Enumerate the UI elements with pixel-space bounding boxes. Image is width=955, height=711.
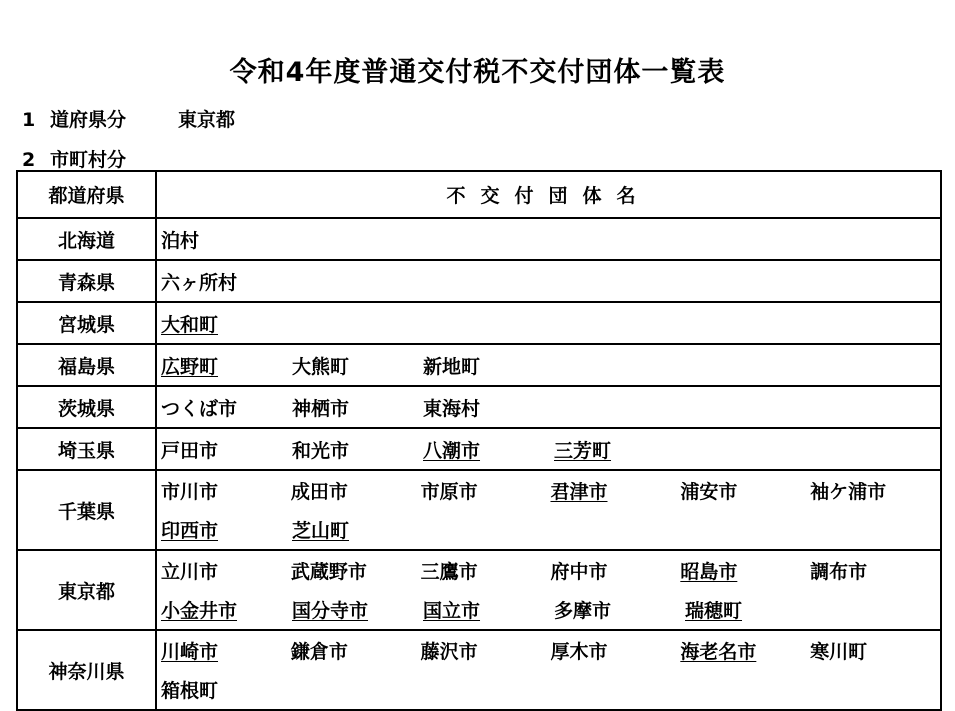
entity-line <box>161 510 940 549</box>
entity-name-underlined: 小金井市 <box>161 600 238 622</box>
entity-name: 武蔵野市 <box>290 561 367 583</box>
table-row <box>17 302 941 344</box>
entity-name-underlined: 印西市 <box>161 520 219 542</box>
entity-name: 泊村 <box>161 229 200 252</box>
entity-name: 箱根町 <box>161 680 219 702</box>
entity-name: 藤沢市 <box>420 641 478 663</box>
entity-line <box>161 670 940 709</box>
table-row <box>17 470 941 550</box>
entity-name-underlined: 瑞穂町 <box>685 600 743 622</box>
entity-line <box>161 303 940 343</box>
entity-name: 寒川町 <box>810 641 868 663</box>
column-header-entity-names: 不交付団体名 <box>156 171 941 218</box>
entity-name: 大熊町 <box>292 355 350 378</box>
entity-name: 袖ケ浦市 <box>810 481 887 503</box>
entity-name: 市原市 <box>420 481 478 503</box>
entity-name-underlined: 大和町 <box>161 313 219 336</box>
entity-name: 東海村 <box>423 397 481 420</box>
entity-name-underlined: 君津市 <box>550 481 608 503</box>
entity-name: 厚木市 <box>550 641 608 663</box>
prefecture-cell: 神奈川県 <box>17 630 156 710</box>
entity-name: 三鷹市 <box>420 561 478 583</box>
entity-name-underlined: 芝山町 <box>292 520 350 542</box>
table-row <box>17 218 941 260</box>
prefecture-cell: 東京都 <box>17 550 156 630</box>
entity-line <box>161 345 940 385</box>
entity-name: 多摩市 <box>554 600 612 622</box>
prefecture-cell: 埼玉県 <box>17 428 156 470</box>
page-title: 令和4年度普通交付税不交付団体一覧表 <box>229 57 726 88</box>
entity-name-underlined: 海老名市 <box>680 641 757 663</box>
entity-line <box>161 631 940 670</box>
entity-names-cell <box>156 386 941 428</box>
entity-name: 調布市 <box>810 561 868 583</box>
table-row <box>17 630 941 710</box>
section-prefectures <box>22 105 235 132</box>
table-row <box>17 550 941 630</box>
table-header-row <box>17 171 941 218</box>
entity-names-cell <box>156 260 941 302</box>
table-row <box>17 344 941 386</box>
section-number: 2 <box>22 149 36 171</box>
entity-name: つくば市 <box>161 397 238 420</box>
entity-name-underlined: 国立市 <box>423 600 481 622</box>
entity-line <box>161 429 940 469</box>
entity-name: 府中市 <box>550 561 608 583</box>
non-grant-entities-table <box>16 170 942 711</box>
entity-name: 六ヶ所村 <box>161 271 238 294</box>
prefecture-cell: 青森県 <box>17 260 156 302</box>
table-row <box>17 386 941 428</box>
entity-name: 新地町 <box>423 355 481 378</box>
section-value: 東京都 <box>178 109 236 131</box>
prefecture-cell: 茨城県 <box>17 386 156 428</box>
table-row <box>17 260 941 302</box>
entity-name: 立川市 <box>161 561 219 583</box>
entity-line <box>161 590 940 629</box>
entity-name-underlined: 八潮市 <box>423 439 481 462</box>
table-row <box>17 428 941 470</box>
entity-names-cell <box>156 550 941 630</box>
entity-name: 浦安市 <box>680 481 738 503</box>
column-header-prefecture: 都道府県 <box>17 171 156 218</box>
prefecture-cell: 福島県 <box>17 344 156 386</box>
entity-names-cell <box>156 218 941 260</box>
prefecture-cell: 宮城県 <box>17 302 156 344</box>
entity-name-underlined: 国分寺市 <box>292 600 369 622</box>
entity-name: 戸田市 <box>161 439 219 462</box>
section-number: 1 <box>22 109 36 131</box>
entity-name: 市川市 <box>161 481 219 503</box>
prefecture-cell: 千葉県 <box>17 470 156 550</box>
section-municipalities <box>22 145 126 172</box>
entity-line <box>161 551 940 590</box>
entity-line <box>161 471 940 510</box>
entity-name-underlined: 広野町 <box>161 355 219 378</box>
entity-name-underlined: 川崎市 <box>161 641 219 663</box>
prefecture-cell: 北海道 <box>17 218 156 260</box>
entity-name: 神栖市 <box>292 397 350 420</box>
entity-names-cell <box>156 630 941 710</box>
entity-name: 成田市 <box>290 481 348 503</box>
entity-line <box>161 387 940 427</box>
section-label: 道府県分 <box>50 109 127 131</box>
entity-name-underlined: 昭島市 <box>680 561 738 583</box>
entity-names-cell <box>156 302 941 344</box>
entity-line <box>161 219 940 259</box>
entity-line <box>161 261 940 301</box>
section-label: 市町村分 <box>50 149 127 171</box>
entity-names-cell <box>156 428 941 470</box>
entity-names-cell <box>156 344 941 386</box>
entity-name-underlined: 三芳町 <box>554 439 612 462</box>
entity-name: 鎌倉市 <box>290 641 348 663</box>
entity-names-cell <box>156 470 941 550</box>
entity-name: 和光市 <box>292 439 350 462</box>
